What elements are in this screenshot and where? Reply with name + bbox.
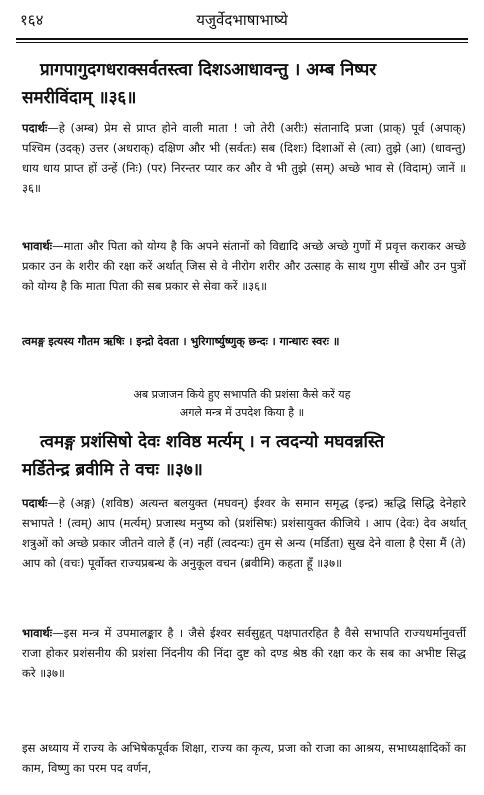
mantra-37-intro (20, 386, 464, 422)
header-rule-thin (16, 42, 468, 43)
page-header (16, 8, 468, 34)
running-title: यजुर्वेदभाषाभाष्ये (196, 11, 288, 29)
meta-text: त्वमङ्ग इत्यस्य गौतम ऋषिः । इन्द्रो देवता । भुरिगार्ष्युष्णुक् छन्दः । गान्धारः स्वरः ॥ (22, 335, 340, 348)
bhavartha-37 (22, 623, 466, 683)
bhavartha-label: भावार्थः (22, 239, 53, 253)
mantra-36-line-2: समरीविंदाम् ॥३६॥ (22, 88, 137, 108)
padartha-36 (22, 118, 466, 198)
padartha-label: पदार्थः (22, 121, 48, 135)
bhavartha-36-text: —माता और पिता को योग्य है कि अपने संतानों को विद्यादि अच्छे अच्छे गुणों में प्रवृत्त कराकर अच्छे प्रकार उन के शरीर की रक्षा करें अर्थात् जिस से वे नीरोग शरीर और उत्साह के साथ गुण सीखें और उन पुत्रों को योग्य है कि माता पिता की सब प्रकार से सेवा करें ॥३६॥ (22, 239, 466, 293)
mantra-36-line-1: प्रागपागुदगधराक्सर्वतस्त्वा दिशऽआधावन्तु । अम्ब निष्पर (40, 60, 377, 80)
closing-paragraph (22, 738, 466, 778)
bhavartha-label: भावार्थः (22, 626, 53, 640)
mantra-37-line-2: मर्डितेन्द्र ब्रवीमि ते वचः ॥३७॥ (22, 460, 203, 480)
intro-line-1: अब प्रजाजन किये हुए सभापति की प्रशंसा कैसे करें यह (133, 388, 351, 401)
mantra-37-meta (22, 333, 466, 351)
header-rule (16, 38, 468, 40)
bhavartha-37-text: —इस मन्त्र में उपमालङ्कार है । जैसे ईश्वर सर्वसुहृत् पक्षपातरहित है वैसे सभापति राज्यधर्मानुवर्त्ती राजा होकर प्रशंसनीय की प्रशंसा निंदनीय की निंदा दुष्ट को दण्ड श्रेष्ठ की रक्षा कर के सब का अभीष्ट सिद्ध करे ॥३७॥ (22, 626, 466, 680)
padartha-label: पदार्थः (22, 496, 48, 510)
closing-text: इस अध्याय में राज्य के अभिषेकपूर्वक शिक्षा, राज्य का कृत्य, प्रजा को राजा का आश्रय, सभाध्यक्षादिकों का काम, विष्णु का परम पद वर्णन, (22, 741, 466, 775)
padartha-36-text: —हे (अम्ब) प्रेम से प्राप्त होने वाली माता ! जो तेरी (अरीः) संतानादि प्रजा (प्राक्) पूर्व (अपाक्) पश्चिम (उदक्) उत्तर (अधराक्) दक्षिण और भी (सर्वतः) सब (दिशः) दिशाओं से (त्वा) तुझे (आ) (धावन्तु) धाय धाय प्राप्त हों उन्हें (निः) (पर) निरन्तर प्यार कर और वे भी तुझे (सम्) अच्छे भाव से (विदाम्) जानें ॥३६॥ (22, 121, 466, 195)
intro-line-2: अगले मन्त्र में उपदेश किया है ॥ (179, 406, 305, 419)
mantra-37 (22, 428, 468, 484)
padartha-37-text: —हे (अङ्ग) (शविष्ठ) अत्यन्त बलयुक्त (मघवन्) ईश्वर के समान समृद्ध (इन्द्र) ऋद्धि सिद्धि देनेहारे सभापते ! (त्वम्) आप (मर्त्यम्) प्रजास्थ मनुष्य को (प्रशंसिषः) प्रशंसायुक्त कीजिये । आप (देवः) देव अर्थात् शत्रुओं को अच्छे प्रकार जीतने वाले हैं (न) नहीं (त्वदन्यः) तुम से अन्य (मर्डिता) सुख देने वाला है ऐसा मैं (ते) आप को (वचः) पूर्वोक्त राज्यप्रबन्ध के अनुकूल वचन (ब्रवीमि) कहता हूँ ॥३७॥ (22, 496, 466, 570)
padartha-37 (22, 493, 466, 573)
mantra-36 (22, 56, 468, 112)
page-number: १६४ (20, 11, 44, 29)
mantra-37-line-1: त्वमङ्ग प्रशंसिषो देवः शविष्ठ मर्त्यम् । न त्वदन्यो मघवन्नस्ति (40, 432, 385, 452)
bhavartha-36 (22, 236, 466, 296)
